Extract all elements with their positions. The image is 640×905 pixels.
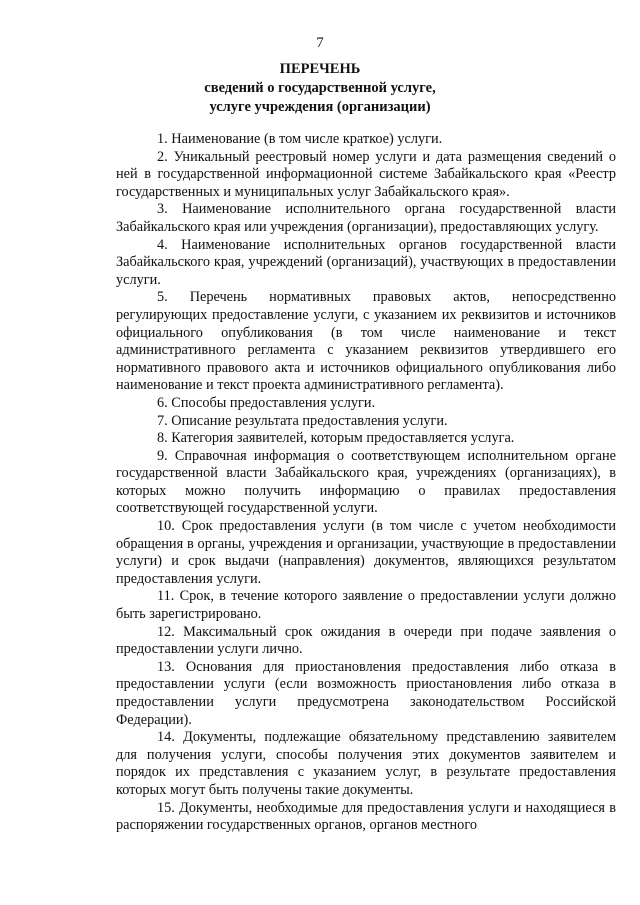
list-item-3: 3. Наименование исполнительного органа государственной власти Забайкальского края или учреждения (организации), предоставляющих услугу. (116, 201, 616, 235)
list-item-2: 2. Уникальный реестровый номер услуги и дата размещения сведений о ней в государственной информационной системе Забайкальского края «Реестр государственных и муниципальных услуг Забайкальского края». (116, 148, 616, 200)
list-item-9: 9. Справочная информация о соответствующем исполнительном органе государственной власти Забайкальского края, учреждениях (организациях), в которых можно получить информацию о правилах предоставления соответствующей государственной услуги. (116, 447, 616, 517)
document-heading (0, 60, 640, 117)
heading-title: ПЕРЕЧЕНЬ (279, 61, 361, 77)
list-item-4: 4. Наименование исполнительных органов государственной власти Забайкальского края, учреждений (организаций), участвующих в предоставлении услуги. (116, 236, 616, 288)
list-item-11: 11. Срок, в течение которого заявление о предоставлении услуги должно быть зарегистрировано. (116, 588, 616, 623)
list-item-15: 15. Документы, необходимые для предоставления услуги и находящиеся в распоряжении государственных органов, органов местного (116, 799, 616, 834)
list-item-8: 8. Категория заявителей, которым предоставляется услуга. (157, 430, 515, 447)
heading-subtitle-line-2: услуге учреждения (организации) (209, 99, 431, 115)
list-item-7: 7. Описание результата предоставления услуги. (157, 412, 448, 429)
list-item-10: 10. Срок предоставления услуги (в том числе с учетом необходимости обращения в органы, учреждения и организации, участвующие в предоставлении услуги) и срок выдачи (направления) документов, являющихся результатом предоставления услуги. (116, 518, 616, 587)
list-item-14: 14. Документы, подлежащие обязательному представлению заявителем для получения услуги, способы получения этих документов заявителем и порядок их представления с указанием услуг, в результате предоставления которых могут быть получены такие документы. (116, 729, 616, 798)
list-item-6: 6. Способы предоставления услуги. (157, 394, 376, 411)
list-item-1: 1. Наименование (в том числе краткое) услуги. (157, 131, 443, 147)
heading-subtitle-line-1: сведений о государственной услуге, (204, 80, 436, 96)
list-item-13: 13. Основания для приостановления предоставления либо отказа в предоставлении услуги (если возможность приостановления либо отказа в предоставлении услуги предусмотрена законодательством Российской Федерации). (116, 658, 616, 728)
page-number: 7 (316, 35, 324, 51)
list-item-12: 12. Максимальный срок ожидания в очереди при подаче заявления о предоставлении услуги лично. (116, 623, 616, 658)
list-item-5: 5. Перечень нормативных правовых актов, непосредственно регулирующих предоставление услуги, с указанием их реквизитов и источников официального опубликования (в том числе наименование и текст административного регламента с указанием реквизитов утвердившего его нормативного правового акта и источников официального опубликования либо наименование и текст проекта административного регламента). (116, 289, 616, 394)
document-body (116, 131, 616, 835)
